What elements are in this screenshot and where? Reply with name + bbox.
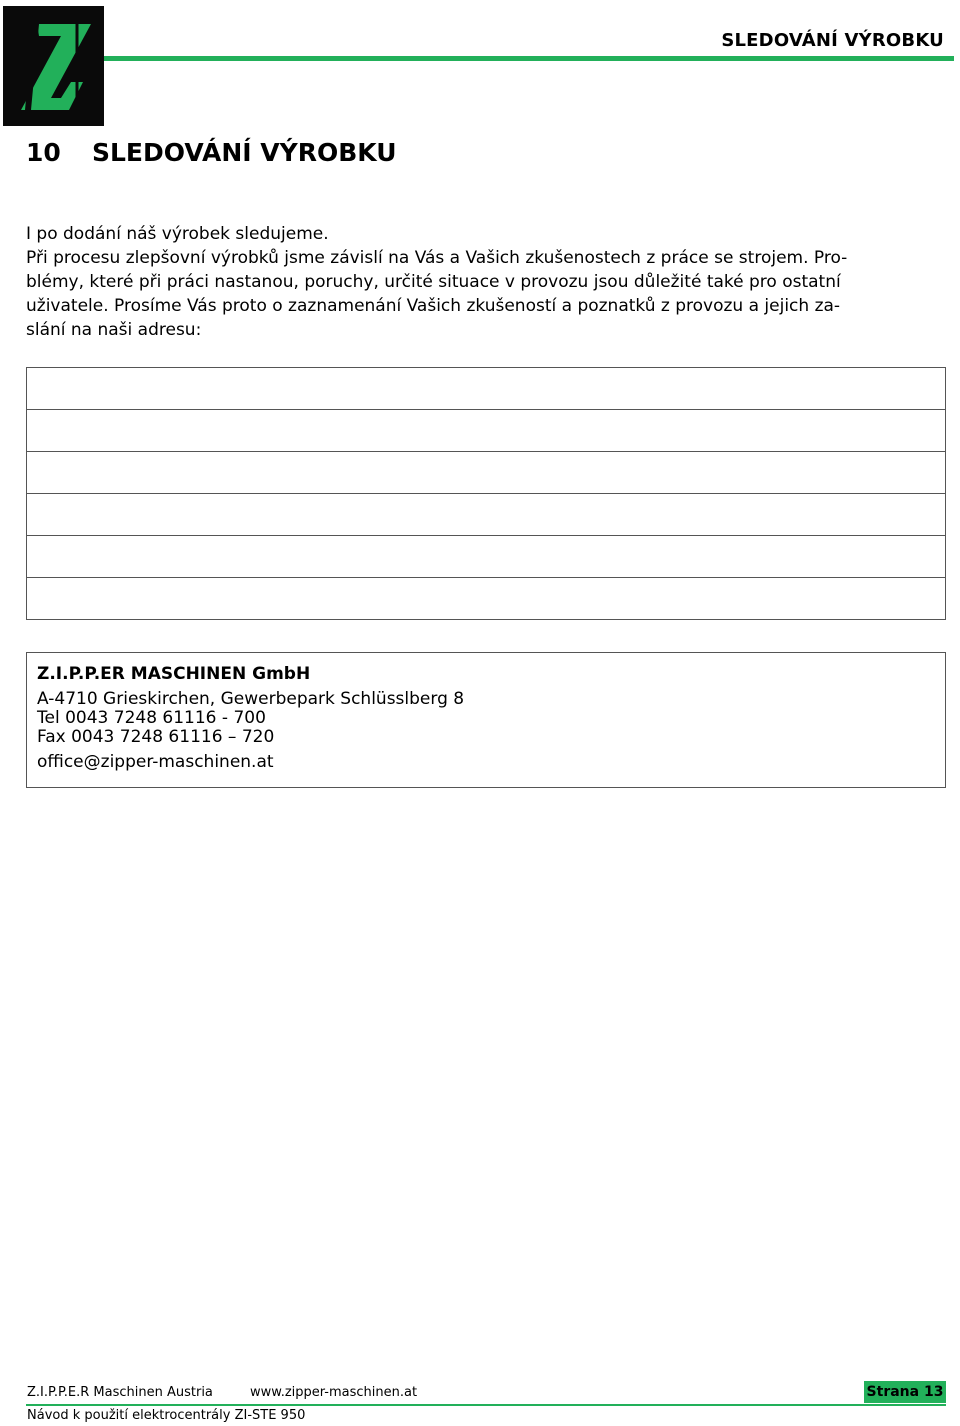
street-address: A-4710 Grieskirchen, Gewerbepark Schlüsslberg 8 (37, 689, 465, 709)
intro-line: blémy, které při práci nastanou, poruchy, určité situace v provozu jsou důležité také pro ostatní (26, 272, 841, 292)
zipper-z-logo-icon (3, 6, 104, 126)
section-heading (26, 138, 397, 167)
intro-line: uživatele. Prosíme Vás proto o zaznamenání Vašich zkušeností a poznatků z provozu a jejich za- (26, 296, 841, 316)
note-line[interactable] (27, 536, 945, 578)
note-line[interactable] (27, 368, 945, 410)
header-divider (104, 56, 954, 61)
email-address: office@zipper-maschinen.at (37, 752, 274, 772)
telephone: Tel 0043 7248 61116 - 700 (37, 708, 266, 728)
footer-manual-title: Návod k použití elektrocentrály ZI-STE 950 (27, 1408, 306, 1423)
running-header-title: SLEDOVÁNÍ VÝROBKU (721, 30, 944, 51)
intro-line: Při procesu zlepšovní výrobků jsme závislí na Vás a Vašich zkušenostech z práce se strojem. Pro- (26, 248, 848, 268)
section-number: 10 (26, 138, 61, 167)
address-box (26, 652, 946, 788)
note-line[interactable] (27, 494, 945, 536)
notes-table (26, 367, 946, 620)
note-line[interactable] (27, 578, 945, 619)
intro-line: slání na naši adresu: (26, 320, 202, 340)
page-number-badge: Strana 13 (864, 1381, 946, 1403)
intro-line: I po dodání náš výrobek sledujeme. (26, 224, 329, 244)
intro-text (26, 222, 936, 342)
note-line[interactable] (27, 410, 945, 452)
note-line[interactable] (27, 452, 945, 494)
fax: Fax 0043 7248 61116 – 720 (37, 727, 275, 747)
zipper-logo (3, 6, 104, 126)
footer-website: www.zipper-maschinen.at (250, 1385, 418, 1400)
footer-divider (26, 1404, 946, 1406)
footer-company: Z.I.P.P.E.R Maschinen Austria (27, 1385, 213, 1400)
section-title: SLEDOVÁNÍ VÝROBKU (92, 138, 397, 167)
company-name: Z.I.P.P.ER MASCHINEN GmbH (37, 664, 311, 684)
